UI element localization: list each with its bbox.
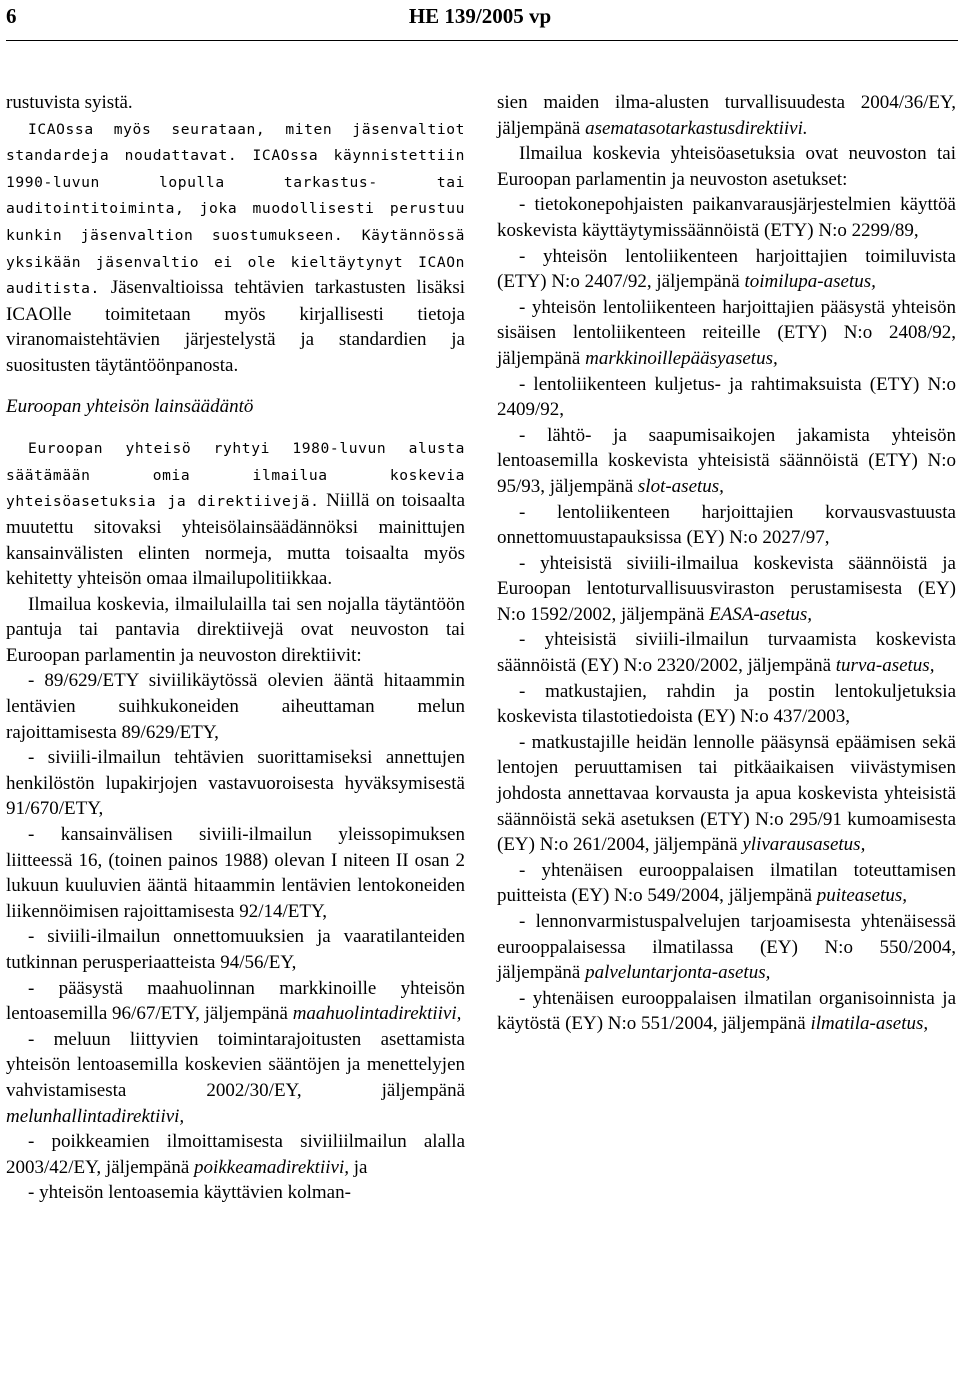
italic-term: turva-asetus,: [835, 655, 935, 677]
text-run: - yhteisön lentoliikenteen harjoittajien pääsystä yhteisön sisäisen lentoliikenteen reiteille (ETY) N:o 2408/92, jäljempänä: [497, 296, 956, 369]
list-item: [497, 423, 956, 500]
italic-term: EASA-asetus,: [709, 603, 813, 625]
italic-term: markkinoillepääsyasetus,: [585, 347, 778, 369]
text-run: - poikkeamien ilmoittamisesta siviiliilmailun alalla 2003/42/EY, jäljempänä: [6, 1131, 465, 1178]
list-item: - 89/629/ETY siviilikäytössä olevien ääntä hitaammin lentävien suihkukoneiden aiheuttaman melun rajoittamisesta 89/629/ETY,: [6, 670, 465, 743]
list-item: - kansainvälisen siviili-ilmailun yleissopimuksen liitteessä 16, (toinen painos 1988) olevan I niteen II osan 2 lukuun kuuluvien ääntä hitaammin lentävien lentokoneiden liikennöimisen rajoittamisesta 92/14/ETY,: [6, 824, 465, 922]
paragraph: rustuvista syistä.: [6, 92, 133, 113]
paragraph: [6, 435, 465, 592]
list-item: [497, 295, 956, 372]
text-run: ja: [353, 1156, 368, 1178]
list-item: [497, 858, 956, 909]
list-item: - siviili-ilmailun tehtävien suorittamiseksi annettujen henkilöstön lupakirjojen vastavuoroisesta hyväksymisestä 91/670/ETY,: [6, 747, 465, 820]
text-run: - lähtö- ja saapumisaikojen jakamista yhteisön lentoasemilla koskevista yhteisistä säännöistä (ETY) N:o 95/93, jäljempänä: [497, 424, 956, 497]
list-item: - lentoliikenteen kuljetus- ja rahtimaksuista (ETY) N:o 2409/92,: [497, 373, 956, 421]
paragraph: [6, 116, 465, 379]
paragraph: Ilmailua koskevia, ilmailulailla tai sen nojalla täytäntöön pantuja tai pantavia direktiivejä ovat neuvoston tai Euroopan parlamentin ja neuvoston direktiivit:: [6, 593, 465, 666]
header-rule: [6, 40, 958, 41]
italic-term: maahuolintadirektiivi,: [292, 1003, 462, 1025]
text-run: sien maiden ilma-alusten turvallisuudesta 2004/36/EY, jäljempänä: [497, 92, 956, 139]
text-run: Niillä on toisaalta muutettu sitovaksi yhteisölainsäädännöksi mainittujen kansainvälisten elinten normeja, mutta toisaalta myös kehitetty yhteisön omaa ilmailupolitiikkaa.: [6, 490, 466, 590]
italic-term: melunhallintadirektiivi,: [6, 1105, 185, 1127]
text-run: - yhtenäisen eurooppalaisen ilmatilan toteuttamisen puitteista (EY) N:o 549/2004, jäljempänä: [497, 859, 956, 907]
text-run: - yhteisön lentoliikenteen harjoittajien toimiluvista (ETY) N:o 2407/92, jäljempänä: [497, 245, 956, 293]
right-column: [497, 90, 956, 1037]
document-id: HE 139/2005 vp: [408, 4, 552, 28]
list-item: [6, 976, 465, 1027]
paragraph: Ilmailua koskevia yhteisöasetuksia ovat neuvoston tai Euroopan parlamentin ja neuvoston asetukset:: [497, 143, 956, 190]
text-run: - yhteisistä siviili-ilmailun turvaamista koskevista säännöistä (EY) N:o 2320/2002, jäljempänä: [497, 629, 956, 677]
text-run: Jäsenvaltioissa tehtävien tarkastusten lisäksi ICAOlle toimitetaan myös kirjallisesti tietoja viranomaistehtävien järjestelystä ja standardien ja suositusten täytäntöönpanosta.: [6, 277, 465, 376]
list-item: - matkustajien, rahdin ja postin lentokuljetuksia koskevista tilastotiedoista (EY) N:o 437/2003,: [497, 680, 956, 728]
page-header: [0, 4, 960, 34]
italic-term: ilmatila-asetus,: [810, 1013, 929, 1035]
text-run: - yhteisistä siviili-ilmailua koskevista säännöistä ja Euroopan lentoturvallisuusviraston perustamisesta (EY) N:o 1592/2002, jäljempänä: [497, 552, 956, 625]
list-item: [497, 551, 956, 628]
text-run: - matkustajille heidän lennolle pääsynsä epäämisen sekä lentojen peruuttamisen tai pitkäaikaisen viivästymisen johdosta annettavaa korvausta ja apua koskevista yhteisistä säännöistä sekä asetuksen (ETY) N:o 295/91 kumoamisesta (EY) N:o 261/2004, jäljempänä: [497, 731, 956, 856]
text-run: - meluun liittyvien toimintarajoitusten asettamista yhteisön lentoasemilla koskevien sääntöjen ja menettelyjen vahvistamisesta 2002/30/EY, jäljempänä: [6, 1028, 465, 1101]
list-item: - tietokonepohjaisten paikanvarausjärjestelmien käyttöä koskevista käyttäytymissäännöistä (ETY) N:o 2299/89,: [497, 194, 956, 241]
text-run: Euroopan yhteisö ryhtyi 1980-luvun alusta säätämään omia ilmailua koskevia yhteisöasetuksia ja direktiivejä.: [6, 440, 465, 511]
text-run: - pääsystä maahuolinnan markkinoille yhteisön lentoasemilla 96/67/ETY, jäljempänä: [6, 977, 465, 1025]
italic-term: toimilupa-asetus,: [744, 271, 876, 293]
text-run: - yhtenäisen eurooppalaisen ilmatilan organisoinnista ja käytöstä (EY) N:o 551/2004, jäljempänä: [497, 987, 956, 1035]
list-item: [6, 1129, 465, 1180]
text-run: - lennonvarmistuspalvelujen tarjoamisesta yhtenäisessä eurooppalaisessa ilmatilassa (EY) N:o 550/2004, jäljempänä: [497, 911, 956, 984]
list-item: [6, 1027, 465, 1129]
list-item: [497, 909, 956, 986]
paragraph: [497, 90, 956, 141]
italic-term: puiteasetus,: [816, 885, 908, 907]
text-run: ICAOssa myös seurataan, miten jäsenvaltiot standardeja noudattavat. ICAOssa käynnistettiin 1990-luvun lopulla tarkastus- tai auditointitoiminta, joka muodollisesti perustuu kunkin jäsenvaltion suostumukseen. Käytännössä yksikään jäsenvaltio ei ole kieltäytynyt ICAOn auditista.: [6, 120, 465, 298]
italic-term: slot-asetus,: [637, 475, 724, 497]
page-number: 6: [6, 4, 17, 28]
list-item: [497, 986, 956, 1037]
list-item: - lentoliikenteen harjoittajien korvausvastuusta onnettomuustapauksissa (EY) N:o 2027/97,: [497, 501, 956, 549]
italic-term: ylivarausasetus,: [742, 834, 866, 856]
list-item: - siviili-ilmailun onnettomuuksien ja vaaratilanteiden tutkinnan perusperiaatteista 94/56/EY,: [6, 926, 465, 973]
left-column: [6, 90, 465, 1206]
list-item: [497, 244, 956, 295]
section-heading: Euroopan yhteisön lainsäädäntö: [6, 395, 254, 417]
list-item: [497, 730, 956, 858]
italic-term: asematasotarkastusdirektiivi.: [585, 117, 808, 139]
italic-term: palveluntarjonta-asetus,: [585, 962, 771, 984]
list-item: [497, 627, 956, 678]
italic-term: poikkeamadirektiivi,: [194, 1156, 349, 1178]
list-item: - yhteisön lentoasemia käyttävien kolman-: [28, 1182, 351, 1204]
